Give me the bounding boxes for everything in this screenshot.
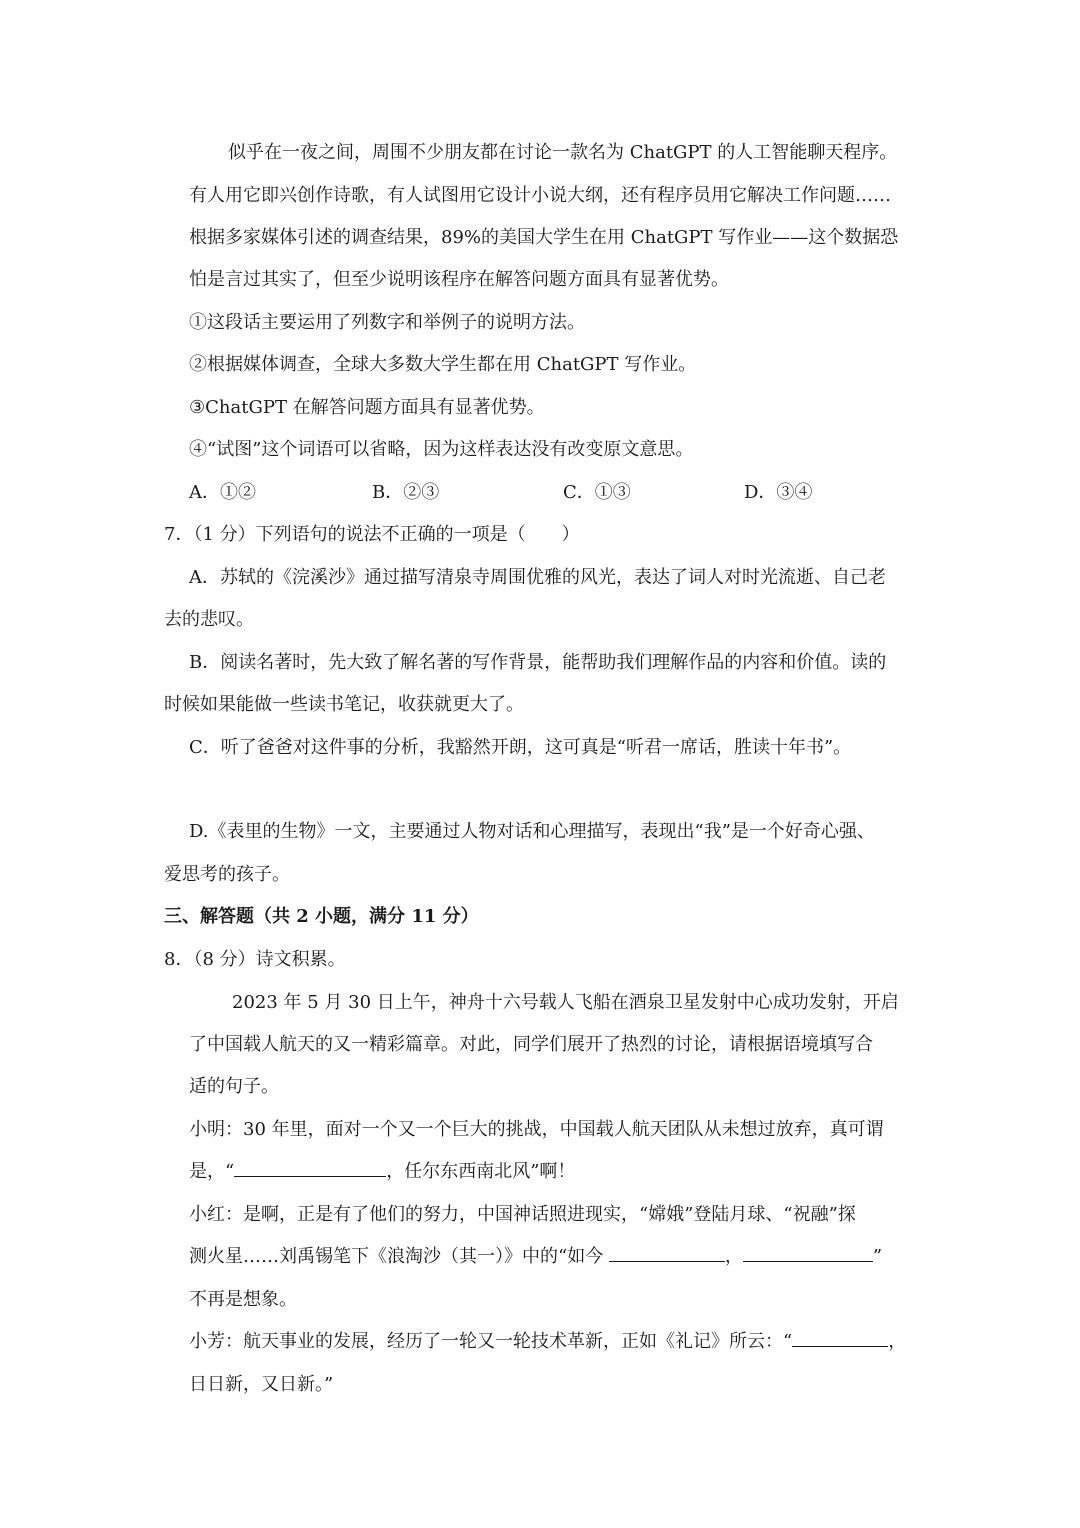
q7-option-d-line-1[interactable]: D.《表里的生物》一文，主要通过人物对话和心理描写，表现出“我”是一个好奇心强、 (189, 821, 875, 842)
q7-option-d-line-2[interactable]: 爱思考的孩子。 (164, 864, 290, 885)
xiaohong-comma: ， (724, 1246, 743, 1267)
q7-option-b-line-2[interactable]: 时候如果能做一些读书笔记，收获就更大了。 (164, 694, 524, 715)
answer-blank-3[interactable] (743, 1245, 873, 1262)
xiaohong-line-2 (189, 1245, 882, 1269)
q7-option-a-line-2[interactable]: 去的悲叹。 (164, 609, 254, 630)
statement-4: ④“试图”这个词语可以省略，因为这样表达没有改变原文意思。 (189, 439, 694, 460)
q6-option-a[interactable]: A．①② (189, 482, 256, 503)
q7-stem: 7．（1 分）下列语句的说法不正确的一项是（ ） (164, 524, 580, 545)
statement-2: ②根据媒体调查，全球大多数大学生都在用 ChatGPT 写作业。 (189, 354, 697, 375)
passage-line-1: 似乎在一夜之间，周围不少朋友都在讨论一款名为 ChatGPT 的人工智能聊天程序。 (228, 142, 898, 163)
q8-stem: 8．（8 分）诗文积累。 (164, 949, 346, 970)
xiaoming-line-2 (189, 1160, 575, 1184)
xiaoming-text-after-blank: ，任尔东西南北风”啊！ (386, 1161, 576, 1182)
q8-intro-line-2: 了中国载人航天的又一精彩篇章。对此，同学们展开了热烈的讨论，请根据语境填写合 (189, 1034, 873, 1055)
statement-3: ③ChatGPT 在解答问题方面具有显著优势。 (189, 397, 545, 418)
q8-intro-line-1: 2023 年 5 月 30 日上午，神舟十六号载人飞船在酒泉卫星发射中心成功发射，开启 (232, 992, 899, 1013)
xiaoming-line-1: 小明：30 年里，面对一个又一个巨大的挑战，中国载人航天团队从未想过放弃，真可谓 (189, 1119, 884, 1140)
xiaohong-text-before-blank: 测火星……刘禹锡笔下《浪淘沙（其一）》中的“如今 (189, 1246, 609, 1267)
q6-option-c[interactable]: C．①③ (563, 482, 631, 503)
xiaofang-comma: ， (888, 1331, 907, 1352)
xiaohong-line-3: 不再是想象。 (189, 1289, 297, 1310)
q7-option-a-line-1[interactable]: A．苏轼的《浣溪沙》通过描写清泉寺周围优雅的风光，表达了词人对时光流逝、自己老 (189, 567, 886, 588)
q6-option-d[interactable]: D．③④ (744, 482, 813, 503)
q6-option-b[interactable]: B．②③ (372, 482, 440, 503)
statement-1: ①这段话主要运用了列数字和举例子的说明方法。 (189, 312, 585, 333)
passage-line-2: 有人用它即兴创作诗歌，有人试图用它设计小说大纲，还有程序员用它解决工作问题…… (189, 185, 891, 206)
xiaofang-line-2: 日日新，又日新。” (189, 1374, 334, 1395)
q6-options (189, 481, 889, 505)
q8-intro-line-3: 适的句子。 (189, 1076, 279, 1097)
xiaofang-line-1 (189, 1330, 906, 1354)
section-3-heading: 三、解答题（共 2 小题，满分 11 分） (164, 906, 479, 927)
xiaoming-text-before-blank: 是，“ (189, 1161, 235, 1182)
q7-option-c[interactable]: C．听了爸爸对这件事的分析，我豁然开朗，这可真是“听君一席话，胜读十年书”。 (189, 737, 852, 758)
xiaofang-text-before-blank: 小芳：航天事业的发展，经历了一轮又一轮技术革新，正如《礼记》所云：“ (189, 1331, 793, 1352)
passage-line-3: 根据多家媒体引述的调查结果，89%的美国大学生在用 ChatGPT 写作业——这个数据恐 (189, 227, 899, 248)
answer-blank-2[interactable] (609, 1245, 725, 1262)
q7-option-b-line-1[interactable]: B．阅读名著时，先大致了解名著的写作背景，能帮助我们理解作品的内容和价值。读的 (189, 652, 887, 673)
answer-blank-1[interactable] (234, 1160, 386, 1177)
passage-line-4: 怕是言过其实了，但至少说明该程序在解答问题方面具有显著优势。 (189, 269, 729, 290)
xiaohong-close-quote: ” (872, 1246, 883, 1267)
xiaohong-line-1: 小红：是啊，正是有了他们的努力，中国神话照进现实，“嫦娥”登陆月球、“祝融”探 (189, 1204, 856, 1225)
answer-blank-4[interactable] (792, 1330, 888, 1347)
